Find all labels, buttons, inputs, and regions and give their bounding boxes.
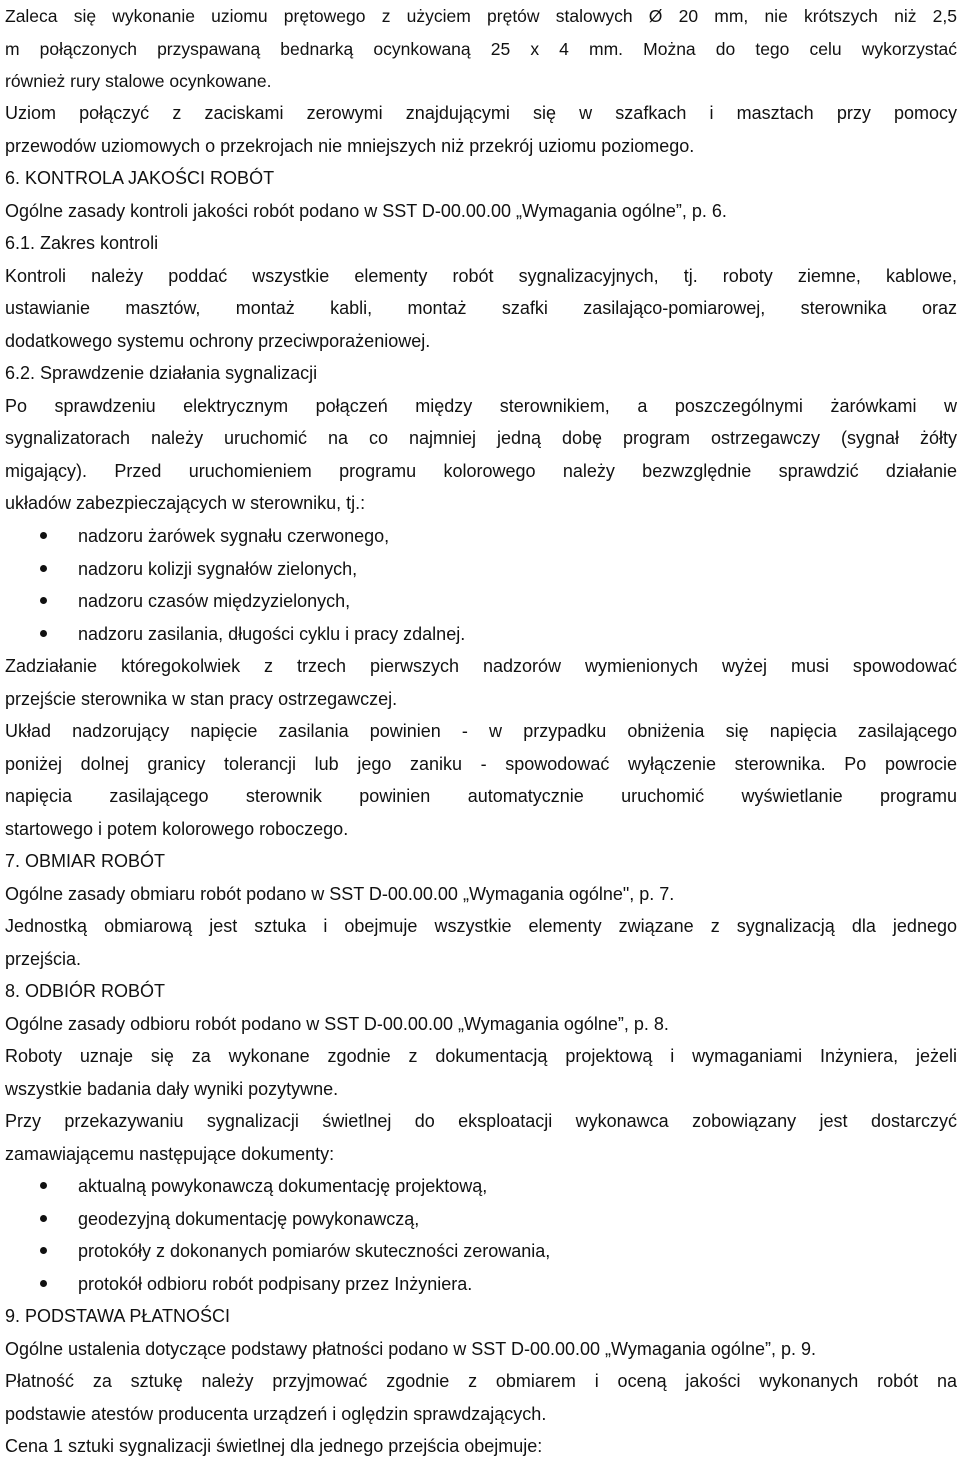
paragraph-line: migający). Przed uruchomieniem programu kolorowego należy bezwzględnie sprawdzić działanie [5, 461, 957, 481]
bullet-icon [40, 1215, 47, 1222]
paragraph-line: Ogólne ustalenia dotyczące podstawy płatności podano w SST D-00.00.00 „Wymagania ogólne”, p. 9. [5, 1339, 816, 1359]
list-item: aktualną powykonawczą dokumentację projektową, [78, 1176, 488, 1196]
paragraph-line: układów zabezpieczających w sterowniku, tj.: [5, 493, 366, 513]
bullet-icon [40, 1280, 47, 1287]
section-heading-8: 8. ODBIÓR ROBÓT [5, 981, 166, 1001]
paragraph-line: startowego i potem kolorowego roboczego. [5, 819, 349, 839]
paragraph-line: podstawie atestów producenta urządzeń i oględzin sprawdzających. [5, 1404, 547, 1424]
paragraph-line: Zaleca się wykonanie uziomu prętowego z użyciem prętów stalowych Ø 20 mm, nie krótszych niż 2,5 [5, 6, 957, 26]
list-item: geodezyjną dokumentację powykonawczą, [78, 1209, 420, 1229]
paragraph-line: również rury stalowe ocynkowane. [5, 71, 272, 91]
bullet-icon [40, 597, 47, 604]
paragraph-line: Przy przekazywaniu sygnalizacji świetlnej do eksploatacji wykonawca zobowiązany jest dostarczyć [5, 1111, 957, 1131]
bullet-icon [40, 1247, 47, 1254]
paragraph-line: przewodów uziomowych o przekrojach nie mniejszych niż przekrój uziomu poziomego. [5, 136, 695, 156]
paragraph-line: przejście sterownika w stan pracy ostrzegawczej. [5, 689, 398, 709]
paragraph-line: Układ nadzorujący napięcie zasilania powinien - w przypadku obniżenia się napięcia zasilającego [5, 721, 957, 741]
bullet-icon [40, 630, 47, 637]
paragraph-line: Cena 1 sztuki sygnalizacji świetlnej dla jednego przejścia obejmuje: [5, 1436, 543, 1456]
paragraph-line: m połączonych przyspawaną bednarką ocynkowaną 25 x 4 mm. Można do tego celu wykorzystać [5, 39, 957, 59]
paragraph-line: poniżej dolnej granicy tolerancji lub jego zaniku - spowodować wyłączenie sterownika. Po powrocie [5, 754, 957, 774]
subsection-heading-6-2: 6.2. Sprawdzenie działania sygnalizacji [5, 363, 318, 383]
subsection-heading-6-1: 6.1. Zakres kontroli [5, 233, 159, 253]
paragraph-line: Płatność za sztukę należy przyjmować zgodnie z obmiarem i oceną jakości wykonanych robót na [5, 1371, 957, 1391]
paragraph-line: Ogólne zasady odbioru robót podano w SST D-00.00.00 „Wymagania ogólne”, p. 8. [5, 1014, 669, 1034]
bullet-icon [40, 565, 47, 572]
list-item: nadzoru kolizji sygnałów zielonych, [78, 559, 358, 579]
section-heading-9: 9. PODSTAWA PŁATNOŚCI [5, 1306, 231, 1326]
paragraph-line: napięcia zasilającego sterownik powinien automatycznie uruchomić wyświetlanie programu [5, 786, 957, 806]
list-item: protokóły z dokonanych pomiarów skuteczności zerowania, [78, 1241, 551, 1261]
paragraph-line: zamawiającemu następujące dokumenty: [5, 1144, 335, 1164]
paragraph-line: przejścia. [5, 949, 82, 969]
paragraph-line: Zadziałanie któregokolwiek z trzech pierwszych nadzorów wymienionych wyżej musi spowodować [5, 656, 957, 676]
paragraph-line: Ogólne zasady obmiaru robót podano w SST D-00.00.00 „Wymagania ogólne", p. 7. [5, 884, 675, 904]
bullet-icon [40, 532, 47, 539]
bullet-icon [40, 1182, 47, 1189]
paragraph-line: Jednostką obmiarową jest sztuka i obejmuje wszystkie elementy związane z sygnalizacją dla jednego [5, 916, 957, 936]
paragraph-line: dodatkowego systemu ochrony przeciwporażeniowej. [5, 331, 431, 351]
paragraph-line: wszystkie badania dały wyniki pozytywne. [5, 1079, 339, 1099]
list-item: nadzoru żarówek sygnału czerwonego, [78, 526, 390, 546]
paragraph-line: sygnalizatorach należy uruchomić na co najmniej jedną dobę program ostrzegawczy (sygnał żółty [5, 428, 957, 448]
section-heading-7: 7. OBMIAR ROBÓT [5, 851, 166, 871]
paragraph-line: Ogólne zasady kontroli jakości robót podano w SST D-00.00.00 „Wymagania ogólne”, p. 6. [5, 201, 727, 221]
list-item: nadzoru czasów międzyzielonych, [78, 591, 351, 611]
paragraph-line: Uziom połączyć z zaciskami zerowymi znajdującymi się w szafkach i masztach przy pomocy [5, 103, 957, 123]
list-item: protokół odbioru robót podpisany przez Inżyniera. [78, 1274, 473, 1294]
list-item: nadzoru zasilania, długości cyklu i pracy zdalnej. [78, 624, 466, 644]
paragraph-line: Po sprawdzeniu elektrycznym połączeń między sterownikiem, a poszczególnymi żarówkami w [5, 396, 957, 416]
paragraph-line: ustawianie masztów, montaż kabli, montaż szafki zasilająco-pomiarowej, sterownika oraz [5, 298, 957, 318]
section-heading-6: 6. KONTROLA JAKOŚCI ROBÓT [5, 168, 275, 188]
paragraph-line: Kontroli należy poddać wszystkie elementy robót sygnalizacyjnych, tj. roboty ziemne, kablowe, [5, 266, 957, 286]
paragraph-line: Roboty uznaje się za wykonane zgodnie z dokumentacją projektową i wymaganiami Inżyniera, jeżeli [5, 1046, 957, 1066]
